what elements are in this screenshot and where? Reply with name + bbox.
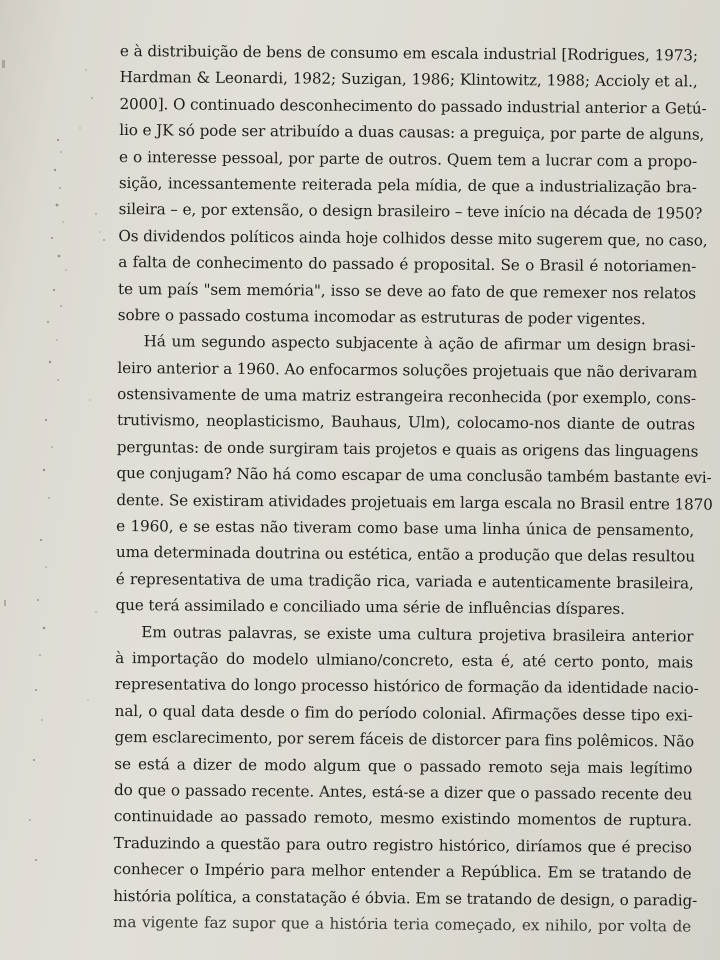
text-line: dente. Se existiram atividades projetuais em larga escala no Brasil entre 1870	[116, 490, 713, 514]
text-line: gem esclarecimento, por serem fáceis de distorcer para fins polêmicos. Não	[114, 728, 695, 751]
text-line: história política, a constatação é óbvia. Em se tratando de design, o paradig-	[113, 886, 698, 910]
paragraph-1	[117, 38, 708, 333]
text-line: Em outras palavras, se existe uma cultura projetiva brasileira anterior	[141, 622, 694, 646]
text-line: Traduzindo a questão para outro registro histórico, diríamos que é preciso	[113, 833, 692, 857]
text-line: te um país "sem memória", isso se deve ao fato de que remexer nos relatos	[117, 279, 697, 303]
text-line: leiro anterior a 1960. Ao enfocarmos soluções projetuais que não derivaram	[117, 358, 698, 382]
text-line: nal, o qual data desde o fim do período colonial. Afirmações desse tipo exi-	[114, 701, 693, 725]
text-line: à importação do modelo ulmiano/concreto, esta é, até certo ponto, mais	[115, 648, 694, 672]
text-line: lio e JK só pode ser atribuído a duas causas: a preguiça, por parte de alguns,	[119, 121, 705, 144]
text-line: e à distribuição de bens de consumo em escala industrial [Rodrigues, 1973;	[119, 41, 698, 65]
text-line: Os dividendos políticos ainda hoje colhidos desse mito sugerem que, no caso,	[118, 226, 708, 250]
text-line: trutivismo, neoplasticismo, Bauhaus, Ulm), colocamo-nos diante de outras	[116, 411, 696, 434]
text-line: sobre o passado costuma incomodar as estruturas de poder vigentes.	[117, 305, 646, 329]
body-text	[112, 38, 713, 940]
text-line: é representativa de uma tradição rica, variada e autenticamente brasileira,	[115, 569, 694, 593]
text-line: continuidade ao passado remoto, mesmo existindo momentos de ruptura.	[113, 807, 692, 830]
text-line: do que o passado recente. Antes, está-se a dizer que o passado recente deu	[114, 780, 693, 804]
text-line: Há um segundo aspecto subjacente à ação de afirmar um design brasi-	[143, 332, 696, 355]
text-line: que conjugam? Não há como escapar de uma conclusão também bastante evi-	[116, 464, 712, 487]
text-line: que terá assimilado e conciliado uma série de influências díspares.	[115, 596, 625, 619]
paragraph-2	[115, 328, 713, 623]
text-line: ma vigente faz supor que a história teria começado, ex nihilo, por volta de	[112, 912, 692, 936]
text-line: representativa do longo processo histórico de formação da identidade nacio-	[114, 675, 699, 698]
text-line: perguntas: de onde surgiram tais projetos e quais as origens das linguagens	[116, 437, 699, 461]
text-line: se está a dizer de modo algum que o passado remoto seja mais legítimo	[114, 754, 693, 778]
text-line: sileira – e, por extensão, o design brasileiro – teve início na década de 1950?	[118, 200, 703, 223]
text-line: Hardman & Leonardi, 1982; Suzigan, 1986; Klintowitz, 1988; Accioly et al.,	[119, 68, 698, 91]
text-line: a falta de conhecimento do passado é proposital. Se o Brasil é notoriamen-	[118, 253, 697, 276]
paragraph-3	[112, 619, 699, 940]
text-line: sição, incessantemente reiterada pela mídia, de que a industrialização bra-	[118, 173, 697, 197]
text-line: conhecer o Império para melhor entender a República. Em se tratando de	[113, 860, 692, 883]
text-line: e o interesse pessoal, por parte de outros. Quem tem a lucrar com a propo-	[118, 147, 698, 171]
text-line: e 1960, e se estas não tiveram como base uma linha única de pensamento,	[116, 517, 695, 540]
text-line: uma determinada doutrina ou estética, então a produção que delas resultou	[115, 543, 696, 566]
text-line: ostensivamente de uma matriz estrangeira reconhecida (por exemplo, cons-	[117, 385, 697, 408]
text-line: 2000]. O continuado desconhecimento do passado industrial anterior a Getú-	[119, 94, 707, 118]
